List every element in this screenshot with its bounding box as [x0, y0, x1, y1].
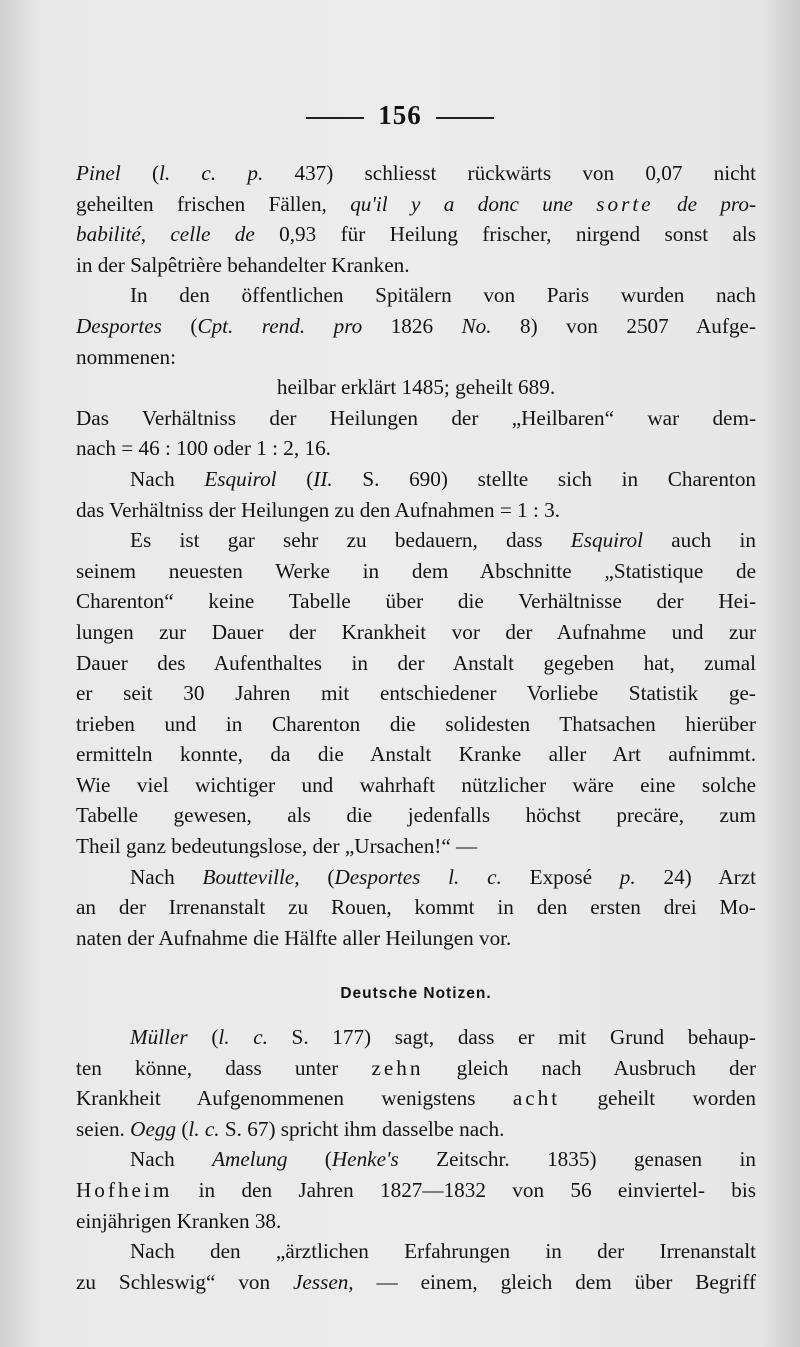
text-line — [76, 1144, 756, 1175]
citation: Desportes l. c. — [334, 864, 502, 889]
text-line — [76, 464, 756, 495]
text-line — [76, 1175, 756, 1206]
text-line: Charenton“ keine Tabelle über die Verhältnisse der Hei- — [76, 589, 756, 614]
text-run: S. 690) stellte sich in Charenton — [332, 466, 757, 491]
page-body — [76, 158, 756, 1297]
citation: l. c. p. — [159, 161, 264, 185]
quote-run: qu'il y a donc une — [350, 191, 573, 216]
author-name: Müller — [130, 1025, 188, 1050]
citation: l. c. — [188, 1116, 220, 1141]
text-run: seien. — [76, 1116, 131, 1141]
text-run: 437) schliesst rückwärts von 0,07 nicht — [263, 161, 757, 185]
citation: p. — [619, 864, 636, 889]
author-name: Amelung — [212, 1147, 288, 1172]
text-line: nach = 46 : 100 oder 1 : 2, 16. — [76, 436, 331, 461]
emphasis-run: Hofheim — [76, 1178, 173, 1202]
text-line: Tabelle gewesen, als die jedenfalls höchst precäre, zum — [76, 803, 756, 828]
text-run: ( — [299, 864, 335, 889]
text-line: Das Verhältniss der Heilungen der „Heilbaren“ war dem- — [76, 405, 756, 430]
text-line: Wie viel wichtiger und wahrhaft nützlicher wäre eine solche — [76, 772, 756, 797]
author-name: Oegg — [130, 1116, 177, 1141]
author-name: Esquirol — [204, 466, 277, 491]
quote-run: de pro- — [676, 191, 757, 216]
text-run: 8) von 2507 Aufge- — [491, 313, 757, 338]
text-run: — einem, gleich dem über Begriff — [353, 1269, 756, 1294]
page-header — [0, 100, 800, 131]
text-line: lungen zur Dauer der Krankheit vor der Aufnahme und zur — [76, 619, 756, 644]
text-run: ( — [176, 1116, 189, 1141]
text-line: Dauer des Aufenthaltes in der Anstalt gegeben hat, zumal — [76, 650, 756, 675]
emphasis-run: acht — [512, 1086, 561, 1111]
text-run: geheilten frischen Fällen, — [76, 191, 351, 216]
text-line — [76, 219, 756, 250]
text-run: gleich nach Ausbruch der — [423, 1055, 757, 1080]
text-line: in der Salpêtrière behandelter Kranken. — [76, 252, 410, 277]
text-line: trieben und in Charenton die solidesten Thatsachen hierüber — [76, 711, 756, 736]
text-run — [654, 192, 677, 216]
text-run: Exposé — [501, 864, 620, 889]
text-run: 24) Arzt — [635, 864, 756, 889]
text-run: ( — [120, 161, 160, 185]
author-name: Esquirol — [570, 528, 643, 553]
text-line: er seit 30 Jahren mit entschiedener Vorliebe Statistik ge- — [76, 681, 756, 706]
text-line: naten der Aufnahme die Hälfte aller Heilungen vor. — [76, 925, 512, 950]
text-run: ( — [187, 1025, 219, 1050]
text-line — [76, 862, 756, 893]
section-heading: Deutsche Notizen. — [340, 985, 492, 1003]
text-run: 1826 — [362, 313, 462, 338]
text-run: Nach — [130, 864, 203, 889]
text-run: Nach — [130, 1147, 213, 1172]
text-line — [76, 1083, 756, 1114]
citation: No. — [461, 313, 492, 338]
text-line — [76, 189, 756, 220]
page-number: 156 — [378, 100, 422, 130]
text-run: S. 177) sagt, dass er mit Grund behaup- — [267, 1025, 756, 1050]
citation: l. c. — [218, 1025, 268, 1050]
header-rule-left — [306, 117, 364, 119]
text-run: ten könne, dass unter — [76, 1055, 372, 1080]
text-run: S. 67) spricht ihm dasselbe nach. — [219, 1116, 505, 1141]
text-line — [76, 311, 756, 342]
text-line — [76, 525, 756, 556]
text-line: einjährigen Kranken 38. — [76, 1208, 282, 1233]
text-line: Theil ganz bedeutungslose, der „Ursachen!“ — — [76, 834, 478, 859]
citation: Henke's — [331, 1147, 399, 1172]
text-line — [76, 1267, 756, 1298]
text-line — [76, 158, 756, 189]
text-line: an der Irrenanstalt zu Rouen, kommt in den ersten drei Mo- — [76, 895, 756, 920]
text-line: ermitteln konnte, da die Anstalt Kranke aller Art aufnimmt. — [76, 742, 756, 767]
text-run: 0,93 für Heilung frischer, nirgend sonst als — [254, 222, 756, 247]
citation: II. — [313, 466, 333, 491]
text-run: Zeitschr. 1835) genasen in — [398, 1147, 757, 1172]
author-name: Boutteville, — [202, 864, 300, 889]
text-line: das Verhältniss der Heilungen zu den Aufnahmen = 1 : 3. — [76, 497, 561, 522]
text-line: Nach den „ärztlichen Erfahrungen in der Irrenanstalt — [130, 1239, 756, 1264]
text-line: nommenen: — [76, 344, 177, 369]
text-line — [76, 1053, 756, 1084]
text-run: Es ist gar sehr zu bedauern, dass — [130, 528, 571, 553]
emphasis-run: sorte — [596, 191, 654, 216]
text-run: geheilt worden — [560, 1086, 757, 1111]
statistic-line: heilbar erklärt 1485; geheilt 689. — [276, 375, 556, 400]
text-line: In den öffentlichen Spitälern von Paris wurden nach — [130, 283, 756, 308]
author-name: Desportes — [76, 313, 162, 338]
quote-run: babilité, celle de — [76, 222, 255, 247]
text-run: Nach — [130, 466, 205, 491]
text-run: zu Schleswig“ von — [76, 1269, 294, 1294]
text-run: ( — [276, 466, 314, 491]
text-run: in den Jahren 1827—1832 von 56 einviertel- bis — [172, 1178, 756, 1202]
author-name: Pinel — [76, 161, 121, 185]
text-run: Krankheit Aufgenommenen wenigstens — [76, 1086, 476, 1111]
header-rule-right — [436, 117, 494, 119]
citation: Cpt. rend. pro — [197, 313, 363, 338]
text-run: ( — [287, 1147, 332, 1172]
text-line: seinem neuesten Werke in dem Abschnitte „Statistique de — [76, 558, 756, 583]
text-line — [76, 1114, 756, 1145]
text-line — [76, 1022, 756, 1053]
emphasis-run: zehn — [371, 1055, 424, 1080]
text-run: auch in — [643, 528, 756, 553]
text-run: ( — [161, 313, 198, 338]
author-name: Jessen, — [293, 1269, 354, 1294]
text-run — [573, 192, 596, 216]
